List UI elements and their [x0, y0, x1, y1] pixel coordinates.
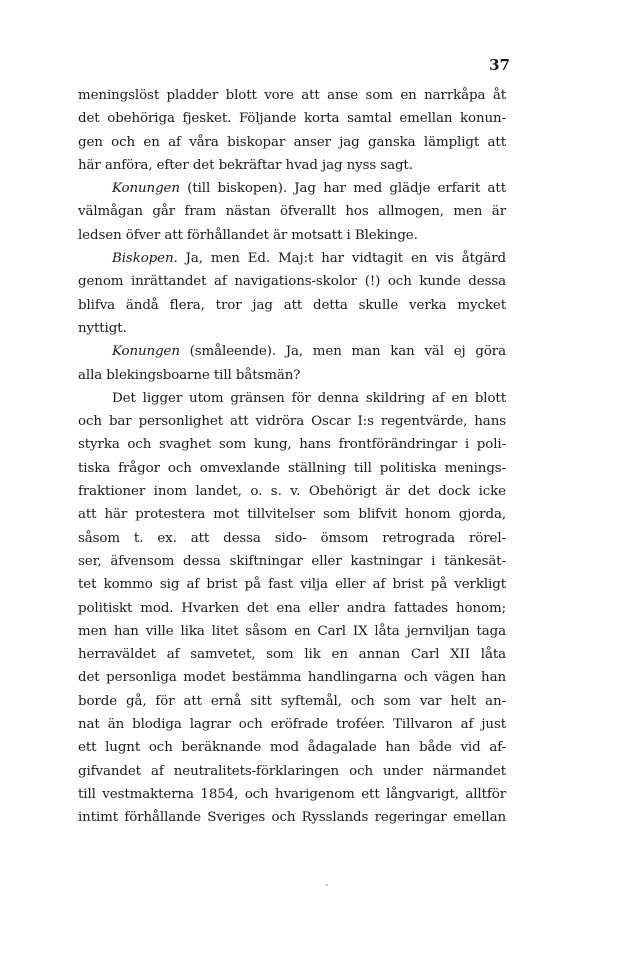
paper-speck	[326, 884, 328, 886]
line-text: Ja, men Ed. Maj:t har vidtagit en vis åtgärd	[177, 251, 506, 267]
line-text: gen och en af våra biskopar anser jag ganska lämpligt att	[78, 134, 506, 150]
line-text: meningslöst pladder blott vore att anse som en narrkåpa åt	[78, 88, 506, 103]
text-line	[78, 131, 506, 154]
text-line	[78, 760, 506, 783]
line-text: (till biskopen). Jag har med glädje erfarit att	[179, 181, 506, 197]
line-text: (småleende). Ja, men man kan väl ej göra	[179, 344, 506, 360]
line-text: borde gå, för att ernå sitt syftemål, och som var helt an-	[78, 693, 506, 709]
line-text: det obehöriga fjesket. Följande korta samtal emellan konun-	[78, 111, 506, 127]
text-line	[78, 736, 506, 759]
line-text: ledsen öfver att förhållandet är motsatt i Blekinge.	[78, 227, 418, 243]
text-line	[78, 317, 506, 340]
text-line	[78, 713, 506, 736]
line-text: Det ligger utom gränsen för denna skildring af en blott	[112, 390, 506, 406]
speaker-name: Konungen	[112, 344, 180, 360]
text-line	[78, 503, 506, 526]
line-text: såsom t. ex. att dessa sido- ömsom retrograda rörel-	[78, 530, 506, 546]
text-line	[78, 200, 506, 223]
line-text: ser, äfvensom dessa skiftningar eller kastningar i tänkesät-	[78, 553, 506, 569]
text-line	[78, 433, 506, 456]
text-line	[78, 620, 506, 643]
text-line	[78, 457, 506, 480]
text-line	[78, 247, 506, 270]
line-text: men han ville lika litet såsom en Carl IX låta jernviljan taga	[78, 623, 506, 639]
text-line	[78, 597, 506, 620]
text-line	[78, 806, 506, 829]
line-text: nat än blodiga lagrar och eröfrade troféer. Tillvaron af just	[78, 717, 506, 733]
text-line	[78, 294, 506, 317]
speaker-name: Biskopen.	[112, 251, 178, 267]
line-text: politiskt mod. Hvarken det ena eller andra fattades honom;	[78, 600, 506, 616]
text-line	[78, 783, 506, 806]
line-text: fraktioner inom landet, o. s. v. Obehörigt är det dock icke	[78, 484, 506, 500]
line-text: gifvandet af neutralitets-förklaringen och under närmandet	[78, 763, 506, 779]
text-line	[78, 107, 506, 130]
text-line	[78, 410, 506, 433]
line-text: intimt förhållande Sveriges och Rysslands regeringar emellan	[78, 810, 506, 826]
text-line	[78, 270, 506, 293]
line-text: alla blekingsboarne till båtsmän?	[78, 367, 301, 383]
line-text: tiska frågor och omvexlande ställning till politiska menings-	[78, 460, 506, 476]
text-line	[78, 643, 506, 666]
text-line	[78, 224, 506, 247]
text-line	[78, 364, 506, 387]
line-text: blifva ändå flera, tror jag att detta skulle verka mycket	[78, 297, 506, 313]
line-text: att här protestera mot tillvitelser som blifvit honom gjorda,	[78, 507, 506, 523]
text-line	[78, 527, 506, 550]
body-text	[78, 84, 506, 830]
text-line	[78, 550, 506, 573]
line-text: här anföra, efter det bekräftar hvad jag nyss sagt.	[78, 157, 413, 173]
line-text: styrka och svaghet som kung, hans frontförändringar i poli-	[78, 437, 506, 453]
line-text: genom inrättandet af navigations-skolor (!) och kunde dessa	[78, 274, 506, 290]
text-line	[78, 340, 506, 363]
text-line	[78, 666, 506, 689]
line-text: välmågan går fram nästan öfverallt hos allmogen, men är	[78, 204, 506, 220]
line-text: ett lugnt och beräknande mod ådagalade han både vid af-	[78, 740, 506, 756]
line-text: herraväldet af samvetet, som lik en annan Carl XII låta	[78, 647, 506, 663]
line-text: och bar personlighet att vidröra Oscar I:s regentvärde, hans	[78, 414, 506, 430]
page-number: 37	[489, 56, 510, 74]
line-text: det personliga modet bestämma handlingarna och vägen han	[78, 670, 506, 686]
speaker-name: Konungen	[112, 181, 180, 197]
line-text: till vestmakterna 1854, och hvarigenom ett långvarigt, alltför	[78, 786, 506, 802]
text-line	[78, 480, 506, 503]
text-line	[78, 387, 506, 410]
text-line	[78, 84, 506, 107]
line-text: nyttigt.	[78, 320, 127, 336]
text-line	[78, 154, 506, 177]
text-line	[78, 690, 506, 713]
line-text: tet kommo sig af brist på fast vilja eller af brist på verkligt	[78, 577, 506, 593]
text-line	[78, 573, 506, 596]
text-line	[78, 177, 506, 200]
